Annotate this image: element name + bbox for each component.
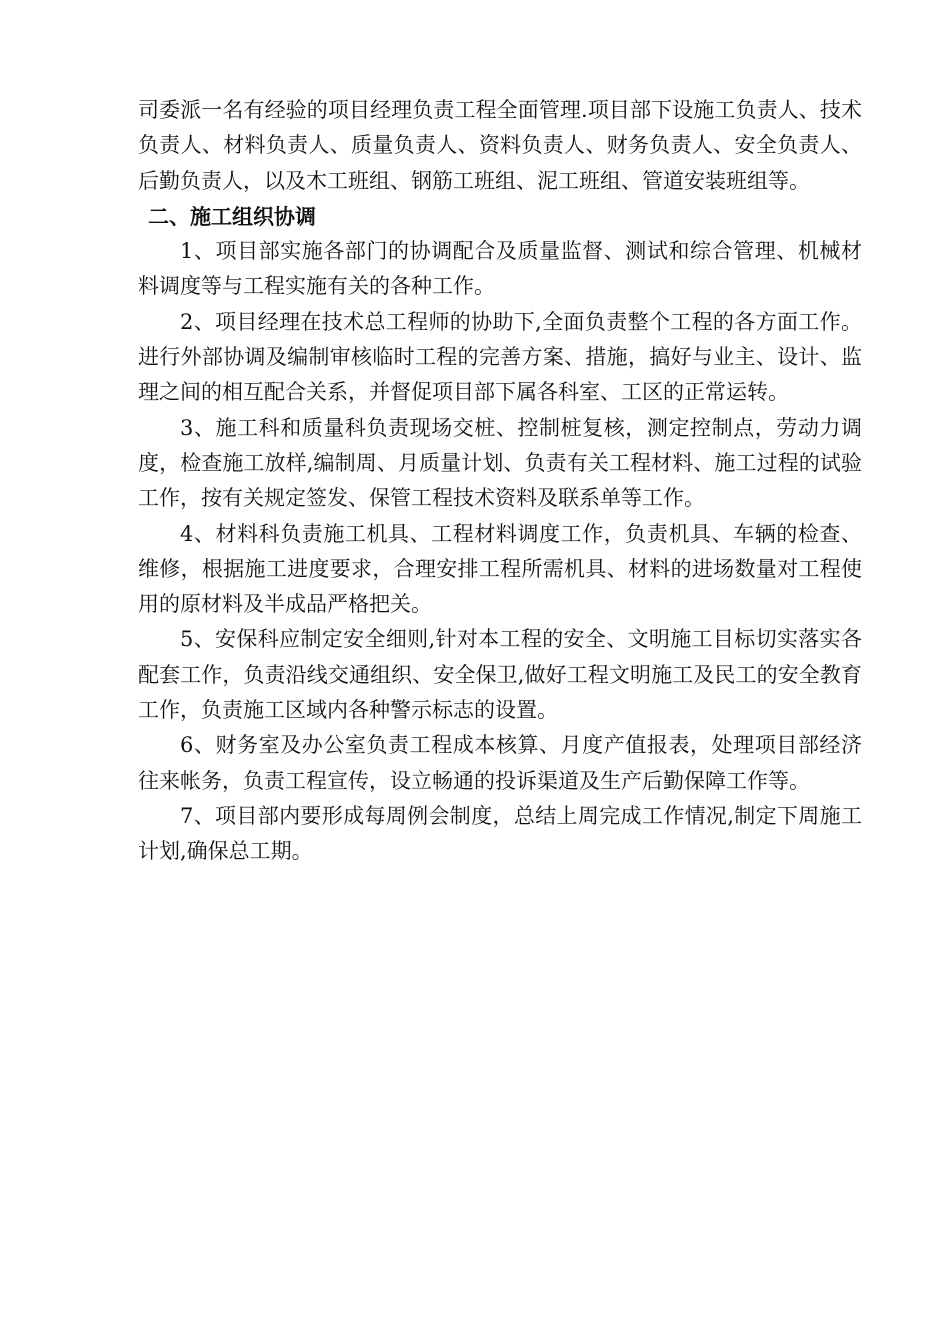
list-item: 4、材料科负责施工机具、工程材料调度工作，负责机具、车辆的检查、维修，根据施工进度要求，合理安排工程所需机具、材料的进场数量对工程使用的原材料及半成品严格把关。 (138, 521, 862, 617)
document-body (138, 93, 862, 870)
list-item: 7、项目部内要形成每周例会制度，总结上周完成工作情况,制定下周施工计划,确保总工期。 (138, 803, 862, 864)
list-item: 6、财务室及办公室负责工程成本核算、月度产值报表，处理项目部经济往来帐务，负责工程宣传，设立畅通的投诉渠道及生产后勤保障工作等。 (138, 733, 862, 793)
section-heading: 二、施工组织协调 (148, 203, 316, 229)
list-item: 5、安保科应制定安全细则,针对本工程的安全、文明施工目标切实落实各配套工作，负责沿线交通组织、安全保卫,做好工程文明施工及民工的安全教育工作，负责施工区域内各种警示标志的设置。 (138, 627, 862, 723)
list-item: 1、项目部实施各部门的协调配合及质量监督、测试和综合管理、机械材料调度等与工程实施有关的各种工作。 (138, 239, 862, 299)
continuation-paragraph: 司委派一名有经验的项目经理负责工程全面管理.项目部下设施工负责人、技术负责人、材料负责人、质量负责人、资料负责人、财务负责人、安全负责人、后勤负责人，以及木工班组、钢筋工班组、泥工班组、管道安装班组等。 (138, 98, 862, 193)
list-item: 2、项目经理在技术总工程师的协助下,全面负责整个工程的各方面工作。进行外部协调及编制审核临时工程的完善方案、措施，搞好与业主、设计、监理之间的相互配合关系，并督促项目部下属各科室、工区的正常运转。 (138, 309, 862, 405)
list-item: 3、施工科和质量科负责现场交桩、控制桩复核，测定控制点，劳动力调度，检查施工放样,编制周、月质量计划、负责有关工程材料、施工过程的试验工作，按有关规定签发、保管工程技术资料及联系单等工作。 (138, 415, 862, 511)
